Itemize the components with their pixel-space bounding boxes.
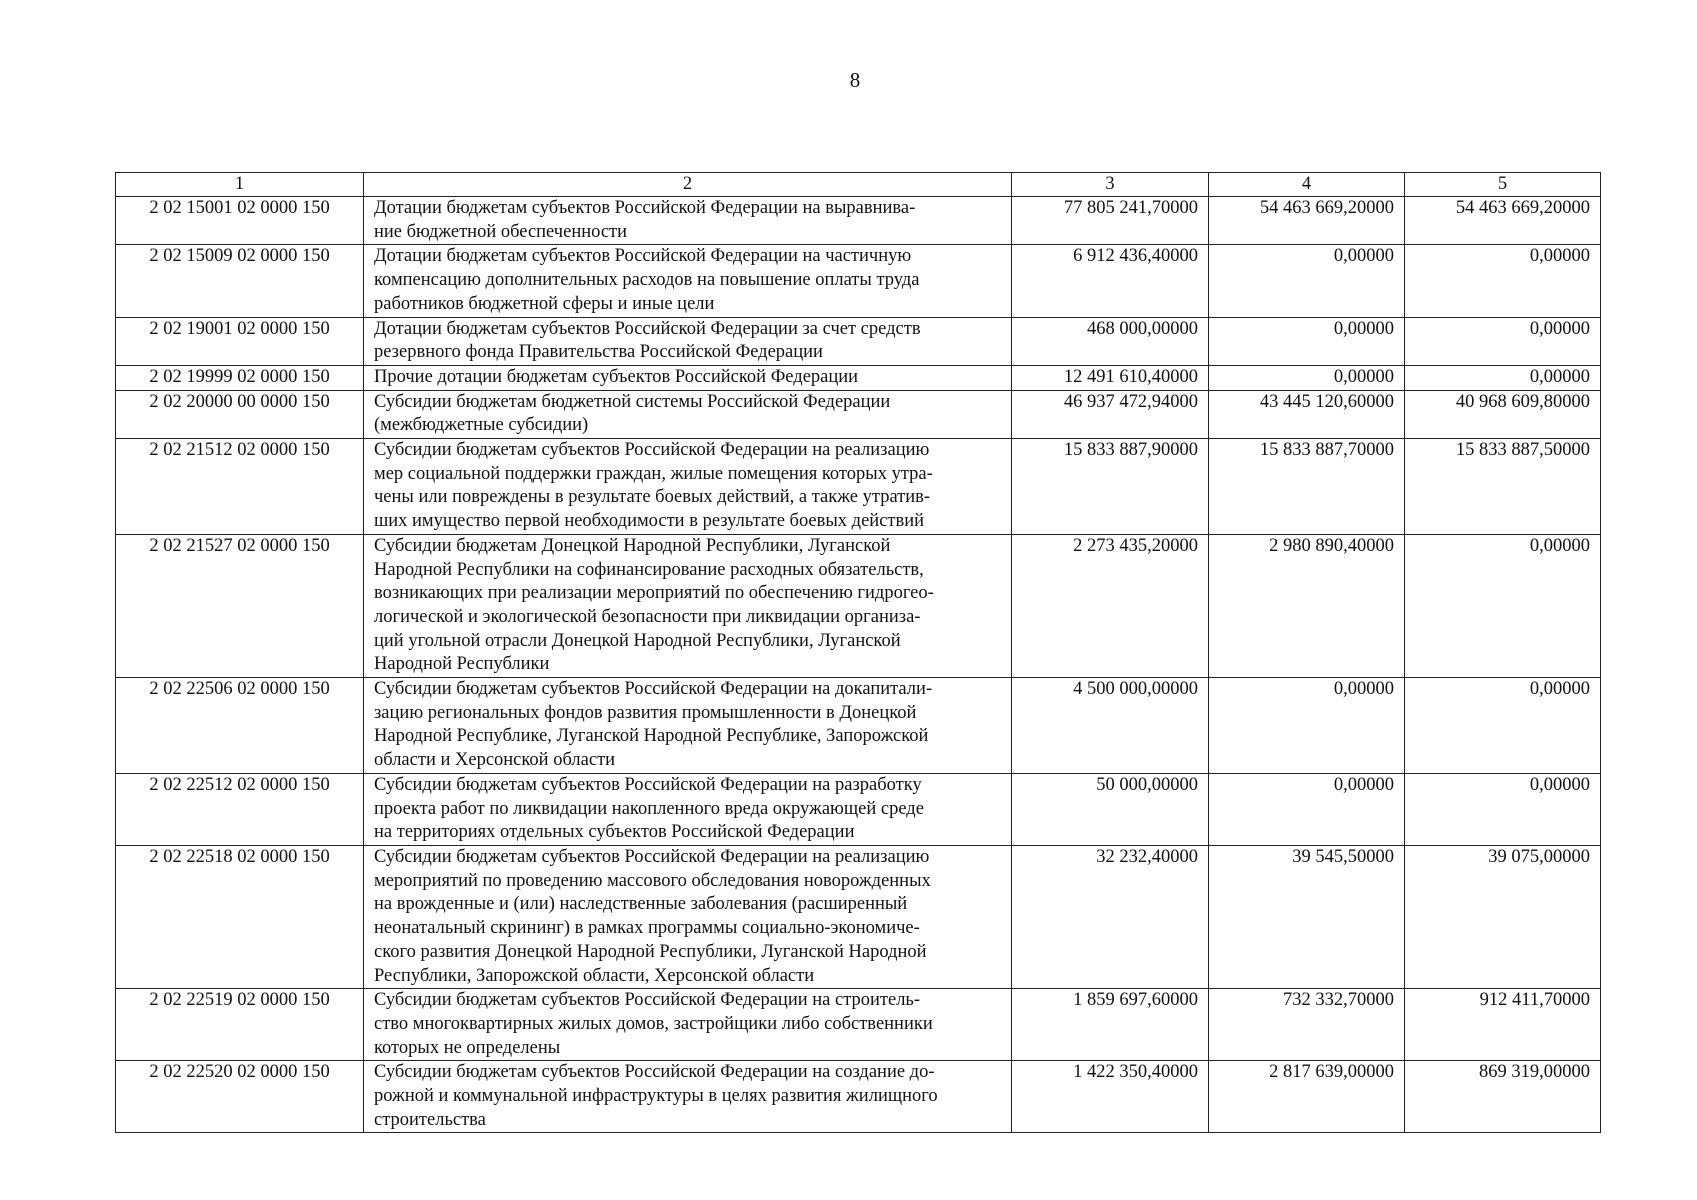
- description-line: ние бюджетной обеспеченности: [374, 221, 628, 242]
- amount-year-3: 0,00000: [1405, 773, 1601, 845]
- amount-year-2: 39 545,50000: [1209, 845, 1405, 988]
- amount-year-2: 2 817 639,00000: [1209, 1061, 1405, 1133]
- amount-year-1: 46 937 472,94000: [1012, 390, 1209, 438]
- amount-year-2: 0,00000: [1209, 773, 1405, 845]
- table-body: [116, 197, 1601, 1133]
- description-line: компенсацию дополнительных расходов на повышение оплаты труда: [374, 270, 920, 291]
- page-number: 8: [849, 68, 861, 92]
- amount-year-1: 1 859 697,60000: [1012, 989, 1209, 1061]
- table-row: [116, 390, 1601, 438]
- amount-year-3: 912 411,70000: [1405, 989, 1601, 1061]
- description-line: на врожденные и (или) наследственные заболевания (расширенный: [374, 894, 908, 915]
- description-line: Прочие дотации бюджетам субъектов Российской Федерации: [374, 366, 859, 387]
- description-line: чены или повреждены в результате боевых действий, а также утратив-: [374, 487, 931, 508]
- description-line: Субсидии бюджетам субъектов Российской Федерации на разработку: [374, 774, 922, 795]
- amount-year-2: 54 463 669,20000: [1209, 197, 1405, 245]
- description-line: Субсидии бюджетам субъектов Российской Федерации на создание до-: [374, 1062, 935, 1083]
- budget-table: [115, 172, 1601, 1133]
- budget-code: 2 02 22519 02 0000 150: [116, 989, 364, 1061]
- amount-year-1: 1 422 350,40000: [1012, 1061, 1209, 1133]
- description-line: Субсидии бюджетам Донецкой Народной Республики, Луганской: [374, 535, 891, 556]
- amount-year-1: 6 912 436,40000: [1012, 245, 1209, 317]
- description-line: логической и экологической безопасности при ликвидации организа-: [374, 606, 921, 627]
- table-row: [116, 534, 1601, 677]
- description-line: на территориях отдельных субъектов Российской Федерации: [374, 822, 855, 843]
- amount-year-1: 468 000,00000: [1012, 317, 1209, 365]
- amount-year-1: 32 232,40000: [1012, 845, 1209, 988]
- description-line: ского развития Донецкой Народной Республики, Луганской Народной: [374, 941, 927, 962]
- income-description: [364, 989, 1012, 1061]
- budget-code: 2 02 15009 02 0000 150: [116, 245, 364, 317]
- description-line: Дотации бюджетам субъектов Российской Федерации на выравнива-: [374, 198, 916, 218]
- table-row: [116, 439, 1601, 535]
- description-line: Народной Республики на софинансирование расходных обязательств,: [374, 559, 924, 580]
- amount-year-1: 4 500 000,00000: [1012, 678, 1209, 774]
- amount-year-3: 54 463 669,20000: [1405, 197, 1601, 245]
- description-line: Субсидии бюджетам субъектов Российской Федерации на строитель-: [374, 990, 921, 1011]
- amount-year-3: 0,00000: [1405, 534, 1601, 677]
- description-line: проекта работ по ликвидации накопленного вреда окружающей среде: [374, 798, 924, 819]
- income-description: [364, 365, 1012, 390]
- table-row: [116, 1061, 1601, 1133]
- amount-year-1: 15 833 887,90000: [1012, 439, 1209, 535]
- description-line: Субсидии бюджетам субъектов Российской Федерации на реализацию: [374, 846, 930, 867]
- description-line: Субсидии бюджетам бюджетной системы Российской Федерации: [374, 391, 891, 412]
- table-row: [116, 773, 1601, 845]
- amount-year-3: 869 319,00000: [1405, 1061, 1601, 1133]
- amount-year-2: 732 332,70000: [1209, 989, 1405, 1061]
- description-line: рожной и коммунальной инфраструктуры в целях развития жилищного: [374, 1086, 938, 1107]
- income-description: [364, 534, 1012, 677]
- description-line: резервного фонда Правительства Российской Федерации: [374, 342, 823, 363]
- amount-year-1: 50 000,00000: [1012, 773, 1209, 845]
- income-description: [364, 317, 1012, 365]
- income-description: [364, 773, 1012, 845]
- description-line: Народной Республике, Луганской Народной Республике, Запорожской: [374, 726, 929, 747]
- table-row: [116, 678, 1601, 774]
- budget-code: 2 02 22512 02 0000 150: [116, 773, 364, 845]
- income-description: [364, 678, 1012, 774]
- budget-code: 2 02 19999 02 0000 150: [116, 365, 364, 390]
- description-line: (межбюджетные субсидии): [374, 415, 589, 436]
- table-row: [116, 989, 1601, 1061]
- table-row: [116, 245, 1601, 317]
- budget-code: 2 02 22506 02 0000 150: [116, 678, 364, 774]
- description-line: которых не определены: [374, 1037, 561, 1058]
- description-line: Народной Республики: [374, 654, 550, 675]
- budget-code: 2 02 15001 02 0000 150: [116, 197, 364, 245]
- description-line: области и Херсонской области: [374, 750, 616, 771]
- amount-year-1: 12 491 610,40000: [1012, 365, 1209, 390]
- description-line: строительства: [374, 1109, 486, 1130]
- amount-year-3: 0,00000: [1405, 245, 1601, 317]
- income-description: [364, 439, 1012, 535]
- amount-year-2: 0,00000: [1209, 245, 1405, 317]
- table-header-row: [116, 173, 1601, 197]
- description-line: ство многоквартирных жилых домов, застройщики либо собственники: [374, 1013, 933, 1034]
- budget-code: 2 02 21512 02 0000 150: [116, 439, 364, 535]
- income-description: [364, 390, 1012, 438]
- amount-year-3: 0,00000: [1405, 317, 1601, 365]
- amount-year-3: 0,00000: [1405, 678, 1601, 774]
- amount-year-2: 15 833 887,70000: [1209, 439, 1405, 535]
- budget-code: 2 02 22520 02 0000 150: [116, 1061, 364, 1133]
- amount-year-3: 39 075,00000: [1405, 845, 1601, 988]
- column-header-3: 3: [1012, 173, 1209, 197]
- column-header-5: 5: [1405, 173, 1601, 197]
- income-description: [364, 197, 1012, 245]
- amount-year-2: 0,00000: [1209, 365, 1405, 390]
- income-description: [364, 845, 1012, 988]
- description-line: Субсидии бюджетам субъектов Российской Федерации на реализацию: [374, 440, 930, 461]
- column-header-1: 1: [116, 173, 364, 197]
- amount-year-2: 43 445 120,60000: [1209, 390, 1405, 438]
- budget-code: 2 02 20000 00 0000 150: [116, 390, 364, 438]
- amount-year-1: 2 273 435,20000: [1012, 534, 1209, 677]
- description-line: Дотации бюджетам субъектов Российской Федерации за счет средств: [374, 318, 921, 339]
- income-description: [364, 245, 1012, 317]
- description-line: мероприятий по проведению массового обследования новорожденных: [374, 870, 931, 891]
- amount-year-3: 15 833 887,50000: [1405, 439, 1601, 535]
- budget-code: 2 02 19001 02 0000 150: [116, 317, 364, 365]
- table-row: [116, 317, 1601, 365]
- table-row: [116, 365, 1601, 390]
- income-description: [364, 1061, 1012, 1133]
- table-row: [116, 197, 1601, 245]
- description-line: возникающих при реализации мероприятий по обеспечению гидрогео-: [374, 583, 934, 604]
- amount-year-2: 2 980 890,40000: [1209, 534, 1405, 677]
- column-header-4: 4: [1209, 173, 1405, 197]
- amount-year-1: 77 805 241,70000: [1012, 197, 1209, 245]
- description-line: Дотации бюджетам субъектов Российской Федерации на частичную: [374, 246, 912, 267]
- description-line: ций угольной отрасли Донецкой Народной Республики, Луганской: [374, 630, 901, 651]
- amount-year-3: 40 968 609,80000: [1405, 390, 1601, 438]
- amount-year-3: 0,00000: [1405, 365, 1601, 390]
- column-header-2: 2: [364, 173, 1012, 197]
- table-row: [116, 845, 1601, 988]
- description-line: Субсидии бюджетам субъектов Российской Федерации на докапитали-: [374, 679, 933, 700]
- description-line: зацию региональных фондов развития промышленности в Донецкой: [374, 702, 917, 723]
- description-line: ших имущество первой необходимости в результате боевых действий: [374, 511, 925, 532]
- budget-code: 2 02 22518 02 0000 150: [116, 845, 364, 988]
- description-line: мер социальной поддержки граждан, жилые помещения которых утра-: [374, 463, 933, 484]
- description-line: работников бюджетной сферы и иные цели: [374, 293, 715, 314]
- amount-year-2: 0,00000: [1209, 317, 1405, 365]
- budget-code: 2 02 21527 02 0000 150: [116, 534, 364, 677]
- description-line: Республики, Запорожской области, Херсонской области: [374, 965, 815, 986]
- amount-year-2: 0,00000: [1209, 678, 1405, 774]
- description-line: неонатальный скрининг) в рамках программы социально-экономиче-: [374, 918, 920, 939]
